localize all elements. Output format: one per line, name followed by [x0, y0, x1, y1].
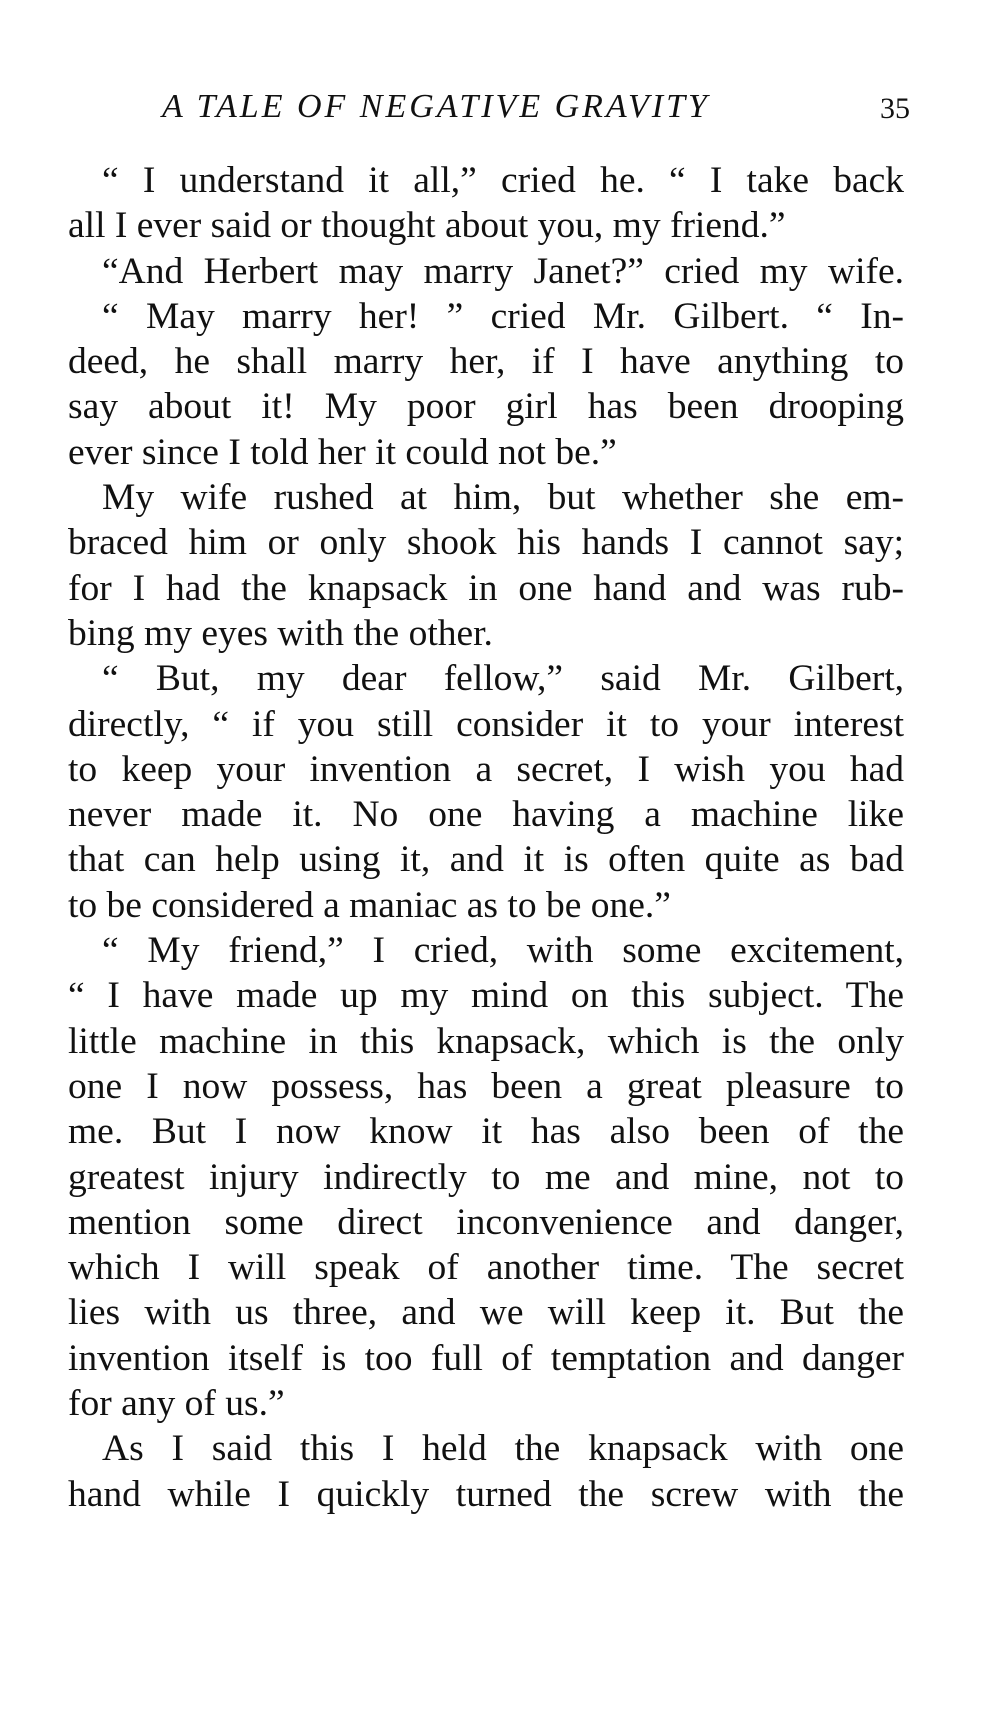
text-line: greatest injury indirectly to me and mine, not to: [68, 1156, 904, 1198]
running-title: A TALE OF NEGATIVE GRAVITY: [162, 88, 710, 125]
text-line: braced him or only shook his hands I cannot say;: [68, 522, 904, 564]
text-line: never made it. No one having a machine like: [68, 794, 904, 836]
text-line: which I will speak of another time. The secret: [68, 1247, 904, 1289]
text-line: “ May marry her! ” cried Mr. Gilbert. “ In-: [102, 295, 904, 337]
text-line: As I said this I held the knapsack with one: [102, 1428, 904, 1470]
text-line: little machine in this knapsack, which is the only: [68, 1020, 904, 1062]
text-line: My wife rushed at him, but whether she em-: [102, 477, 904, 519]
text-line: lies with us three, and we will keep it. But the: [68, 1292, 904, 1334]
text-line: that can help using it, and it is often quite as bad: [68, 839, 904, 881]
text-line: for I had the knapsack in one hand and was rub-: [68, 567, 904, 609]
text-line: “And Herbert may marry Janet?” cried my wife.: [102, 250, 904, 292]
body-text: [68, 158, 904, 1517]
text-line: invention itself is too full of temptation and danger: [68, 1337, 904, 1379]
text-line: all I ever said or thought about you, my friend.”: [68, 205, 786, 247]
text-line: hand while I quickly turned the screw with the: [68, 1473, 904, 1515]
text-line: “ But, my dear fellow,” said Mr. Gilbert,: [102, 658, 904, 700]
text-line: “ I have made up my mind on this subject. The: [68, 975, 904, 1017]
text-line: one I now possess, has been a great pleasure to: [68, 1065, 904, 1107]
text-line: me. But I now know it has also been of the: [68, 1111, 904, 1153]
text-line: to be considered a maniac as to be one.”: [68, 884, 671, 926]
text-line: say about it! My poor girl has been drooping: [68, 386, 904, 428]
text-line: deed, he shall marry her, if I have anything to: [68, 341, 904, 383]
text-line: to keep your invention a secret, I wish you had: [68, 748, 904, 790]
text-line: directly, “ if you still consider it to your interest: [68, 703, 904, 745]
text-line: for any of us.”: [68, 1383, 285, 1425]
page-number: 35: [880, 92, 910, 125]
text-line: “ I understand it all,” cried he. “ I take back: [102, 160, 904, 201]
text-line: bing my eyes with the other.: [68, 612, 493, 654]
text-line: ever since I told her it could not be.”: [68, 431, 617, 473]
text-line: “ My friend,” I cried, with some excitement,: [102, 930, 904, 972]
running-head: [150, 88, 910, 138]
text-line: mention some direct inconvenience and danger,: [68, 1201, 904, 1243]
